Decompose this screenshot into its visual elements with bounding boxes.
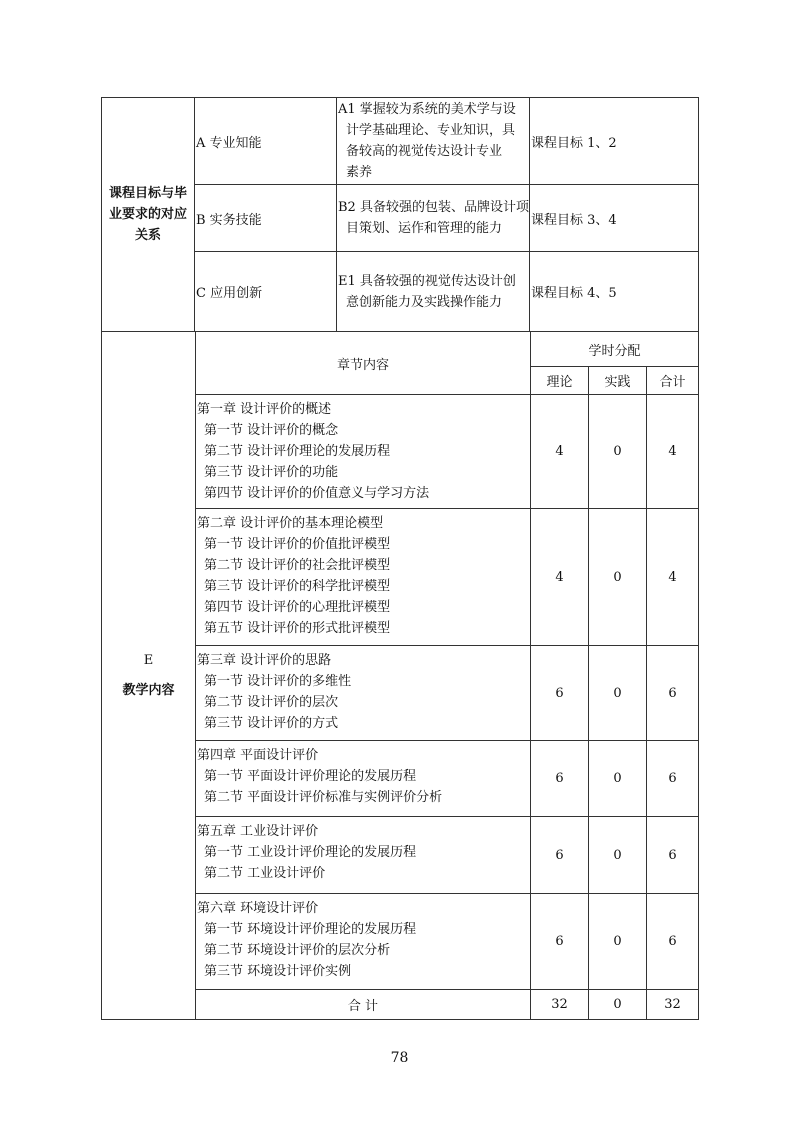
- objective-desc: [337, 185, 530, 251]
- chapter-practice: 0: [589, 817, 647, 893]
- chapter-title: 第六章 环境设计评价: [197, 901, 319, 916]
- chapter-total: 6: [668, 847, 677, 863]
- objectives-title-line: 业要求的对应: [108, 207, 187, 222]
- header-theory: 理论: [531, 367, 589, 394]
- chapter-theory: 4: [531, 509, 589, 645]
- teaching-code: E: [143, 652, 154, 668]
- chapter-content: [196, 817, 531, 893]
- objective-row: [195, 184, 698, 251]
- section-line: 第一节 平面设计评价理论的发展历程: [204, 769, 417, 784]
- chapter-practice: 0: [589, 894, 647, 989]
- header-total: 合计: [659, 375, 686, 390]
- objective-label: C 应用创新: [195, 252, 337, 331]
- section-line: 第三节 环境设计评价实例: [204, 964, 352, 979]
- chapter-practice: 0: [589, 509, 647, 645]
- chapter-title: 第一章 设计评价的概述: [197, 402, 332, 417]
- section-line: 第二节 设计评价的社会批评模型: [204, 558, 391, 573]
- section-line: 第一节 设计评价的概念: [204, 423, 339, 438]
- chapter-row: [196, 508, 698, 645]
- course-table: [101, 97, 699, 1020]
- total-practice: 0: [589, 990, 647, 1019]
- objective-goal: 课程目标 4、5: [531, 286, 617, 301]
- section-line: 第一节 环境设计评价理论的发展历程: [204, 922, 417, 937]
- section-line: 第四节 设计评价的价值意义与学习方法: [204, 486, 430, 501]
- section-line: 第三节 设计评价的方式: [204, 716, 339, 731]
- chapter-row: [196, 740, 698, 816]
- objectives-left-title: [102, 98, 195, 331]
- section-line: 第一节 工业设计评价理论的发展历程: [204, 845, 417, 860]
- objective-desc-line: 目策划、运作和管理的能力: [346, 221, 503, 236]
- chapter-theory: 6: [531, 646, 589, 740]
- objective-desc-line: 计学基础理论、专业知识，具: [346, 123, 516, 138]
- section-line: 第二节 平面设计评价标准与实例评价分析: [204, 790, 443, 805]
- chapter-practice: 0: [589, 395, 647, 508]
- objectives-title-line: 关系: [134, 228, 161, 243]
- total-label: 合 计: [196, 990, 531, 1019]
- objective-label: B 实务技能: [195, 185, 337, 251]
- chapter-total: 4: [668, 444, 677, 459]
- section-line: 第五节 设计评价的形式批评模型: [204, 621, 391, 636]
- objective-desc: [337, 252, 530, 331]
- chapter-content: [196, 894, 531, 989]
- section-line: 第二节 设计评价的层次: [204, 695, 339, 710]
- chapter-title: 第五章 工业设计评价: [197, 824, 319, 839]
- objective-desc-line: 备较高的视觉传达设计专业: [346, 144, 503, 159]
- objective-desc-line: E1 具备较强的视觉传达设计创: [338, 273, 516, 289]
- objective-goal: 课程目标 3、4: [531, 212, 617, 228]
- chapter-row: [196, 394, 698, 508]
- section-line: 第二节 设计评价理论的发展历程: [204, 444, 391, 459]
- section-line: 第一节 设计评价的多维性: [204, 674, 352, 689]
- teaching-section: [102, 331, 698, 1019]
- page-number: 78: [390, 1050, 409, 1066]
- header-practice: 实践: [589, 367, 647, 394]
- objective-desc-line: A1 掌握较为系统的美术学与设: [338, 102, 516, 117]
- section-line: 第四节 设计评价的心理批评模型: [204, 600, 391, 615]
- objective-label: A 专业知能: [195, 98, 337, 184]
- teaching-header: [196, 332, 698, 394]
- chapter-content: [196, 509, 531, 645]
- objective-desc-line: 意创新能力及实践操作能力: [346, 294, 503, 310]
- chapter-theory: 6: [531, 894, 589, 989]
- chapter-row: [196, 893, 698, 989]
- chapter-total: 6: [668, 934, 677, 949]
- objective-row: [195, 251, 698, 331]
- chapter-content: [196, 646, 531, 740]
- chapter-total: 6: [668, 771, 677, 786]
- chapter-row: [196, 816, 698, 893]
- objectives-title-line: 课程目标与毕: [108, 186, 187, 201]
- objective-desc: [337, 98, 530, 184]
- objectives-section: [102, 98, 698, 331]
- teaching-left-title: [102, 332, 196, 1019]
- section-line: 第三节 设计评价的科学批评模型: [204, 579, 391, 594]
- chapter-total: 4: [668, 569, 677, 585]
- total-total: 32: [664, 997, 681, 1012]
- chapter-theory: 4: [531, 395, 589, 508]
- total-theory: 32: [531, 990, 589, 1019]
- objective-desc-line: B2 具备较强的包装、品牌设计项: [338, 200, 529, 215]
- chapter-row: [196, 645, 698, 740]
- chapter-content: [196, 741, 531, 816]
- chapter-theory: 6: [531, 817, 589, 893]
- section-line: 第三节 设计评价的功能: [204, 465, 339, 480]
- chapter-title: 第三章 设计评价的思路: [197, 653, 332, 668]
- header-content: 章节内容: [196, 332, 531, 394]
- section-line: 第一节 设计评价的价值批评模型: [204, 537, 391, 552]
- chapter-theory: 6: [531, 741, 589, 816]
- section-line: 第二节 工业设计评价: [204, 866, 326, 881]
- total-row: [196, 989, 698, 1019]
- chapter-practice: 0: [589, 741, 647, 816]
- chapter-practice: 0: [589, 646, 647, 740]
- objective-row: [195, 98, 698, 184]
- chapter-total: 6: [668, 685, 677, 701]
- objective-desc-line: 素养: [346, 165, 373, 180]
- teaching-title: 教学内容: [122, 682, 175, 698]
- header-hours: 学时分配: [531, 332, 698, 367]
- objective-goal: 课程目标 1、2: [531, 135, 617, 151]
- section-line: 第二节 环境设计评价的层次分析: [204, 943, 391, 958]
- chapter-title: 第四章 平面设计评价: [197, 748, 319, 763]
- chapter-title: 第二章 设计评价的基本理论模型: [197, 516, 384, 531]
- chapter-content: [196, 395, 531, 508]
